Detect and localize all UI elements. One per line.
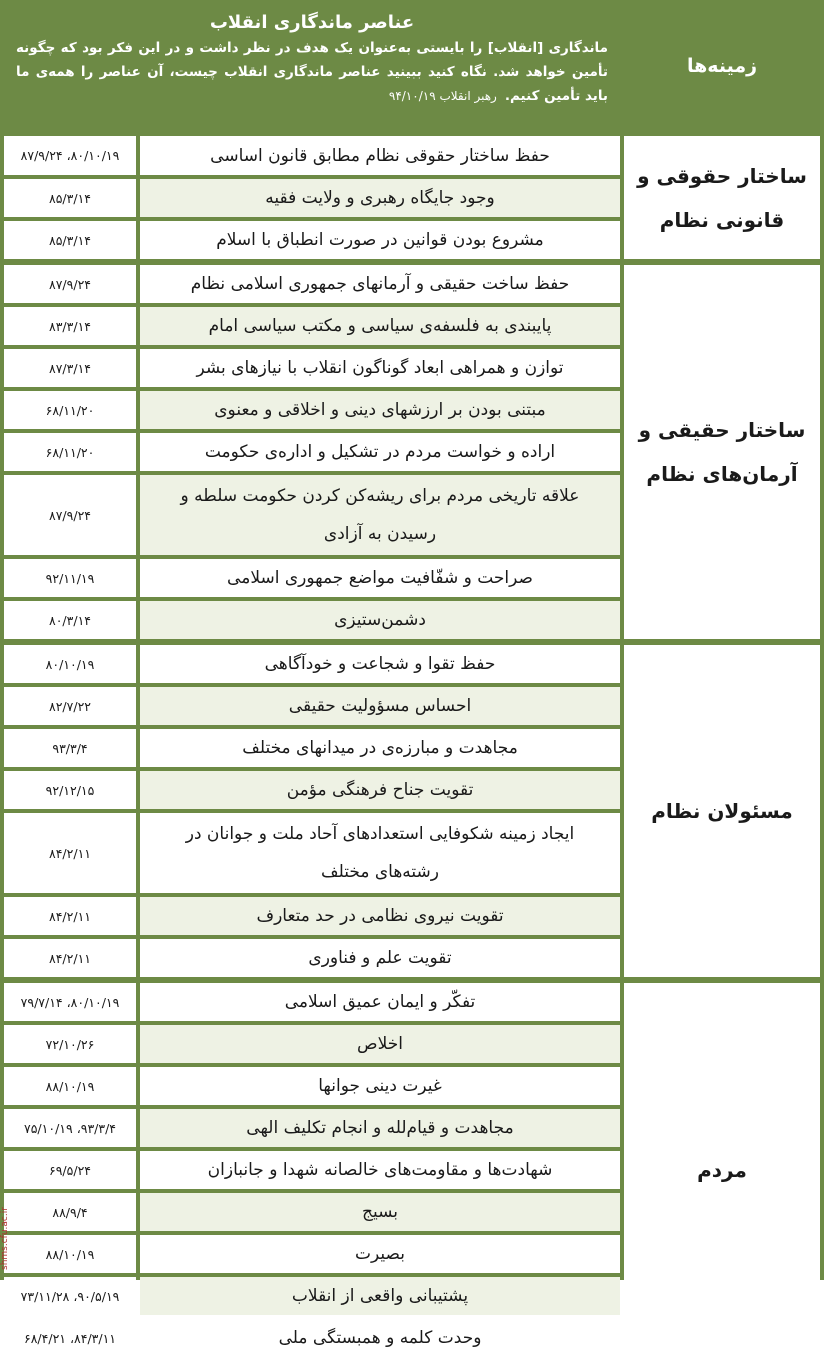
group-1 xyxy=(0,136,824,259)
date-cell: ۶۸/۱۱/۲۰ xyxy=(4,433,136,471)
table-row xyxy=(0,1067,620,1105)
date-cell: ۸۰/۱۰/۱۹، ۷۹/۷/۱۴ xyxy=(4,983,136,1021)
element-cell: پشتیبانی واقعی از انقلاب xyxy=(140,1277,620,1315)
date-cell: ۸۲/۷/۲۲ xyxy=(4,687,136,725)
column-header-contexts: زمینه‌ها xyxy=(686,55,758,77)
element-cell: غیرت دینی جوانها xyxy=(140,1067,620,1105)
date-cell: ۸۸/۱۰/۱۹ xyxy=(4,1235,136,1273)
element-cell: دشمن‌ستیزی xyxy=(140,601,620,639)
element-cell: مبتنی بودن بر ارزشهای دینی و اخلاقی و معنوی xyxy=(140,391,620,429)
table-row xyxy=(0,687,620,725)
table-header xyxy=(0,0,824,132)
group-2 xyxy=(0,265,824,639)
element-cell: تقویت علم و فناوری xyxy=(140,939,620,977)
element-cell: ایجاد زمینه شکوفایی استعدادهای آحاد ملت و جوانان در رشته‌های مختلف xyxy=(140,813,620,893)
element-cell: حفظ ساختار حقوقی نظام مطابق قانون اساسی xyxy=(140,136,620,175)
date-cell: ۶۹/۵/۲۴ xyxy=(4,1151,136,1189)
group-4 xyxy=(0,983,824,1357)
date-cell: ۸۳/۳/۱۴ xyxy=(4,307,136,345)
group-label: مسئولان نظام xyxy=(624,645,820,977)
table-row xyxy=(0,645,620,683)
table-row xyxy=(0,136,620,175)
date-cell: ۸۷/۳/۱۴ xyxy=(4,349,136,387)
element-cell: وجود جایگاه رهبری و ولایت فقیه xyxy=(140,179,620,217)
title-box xyxy=(4,4,620,128)
date-cell: ۸۴/۲/۱۱ xyxy=(4,939,136,977)
date-cell: ۹۰/۵/۱۹، ۷۳/۱۱/۲۸ xyxy=(4,1277,136,1315)
element-cell: مشروع بودن قوانین در صورت انطباق با اسلام xyxy=(140,221,620,259)
element-cell: وحدت کلمه و همبستگی ملی xyxy=(140,1319,620,1357)
element-cell: اراده و خواست مردم در تشکیل و اداره‌ی حکومت xyxy=(140,433,620,471)
date-cell: ۸۷/۹/۲۴ xyxy=(4,265,136,303)
element-cell: صراحت و شفّافیت مواضع جمهوری اسلامی xyxy=(140,559,620,597)
table-row xyxy=(0,939,620,977)
element-cell: مجاهدت و قیام‌لله و انجام تکلیف الهی xyxy=(140,1109,620,1147)
table-row xyxy=(0,897,620,935)
table-row xyxy=(0,601,620,639)
table-row xyxy=(0,1109,620,1147)
date-cell: ۸۴/۲/۱۱ xyxy=(4,897,136,935)
element-cell: تقویت جناح فرهنگی مؤمن xyxy=(140,771,620,809)
group-label: ساختار حقیقی و آرمان‌های نظام xyxy=(624,265,820,639)
table-row xyxy=(0,1277,620,1315)
date-cell: ۸۵/۳/۱۴ xyxy=(4,179,136,217)
table-row xyxy=(0,1235,620,1273)
watermark: shms.cfu.ac.ir xyxy=(0,1207,10,1270)
element-cell: تقویت نیروی نظامی در حد متعارف xyxy=(140,897,620,935)
quote-text: ماندگاری [انقلاب] را بایستی به‌عنوان یک هدف در نظر داشت و در این فکر بود که چگونه تأمین خواهد شد. نگاه کنید ببینید عناصر ماندگاری انقلاب چیست، آن عناصر را همه‌ی ما باید تأمین کنیم. xyxy=(16,40,608,104)
element-cell: پایبندی به فلسفه‌ی سیاسی و مکتب سیاسی امام xyxy=(140,307,620,345)
table-row xyxy=(0,391,620,429)
date-cell: ۹۲/۱۲/۱۵ xyxy=(4,771,136,809)
element-cell: احساس مسؤولیت حقیقی xyxy=(140,687,620,725)
table-row xyxy=(0,307,620,345)
element-cell: بسیج xyxy=(140,1193,620,1231)
element-cell: شهادت‌ها و مقاومت‌های خالصانه شهدا و جانبازان xyxy=(140,1151,620,1189)
date-cell: ۶۸/۱۱/۲۰ xyxy=(4,391,136,429)
group-label: مردم xyxy=(624,983,820,1357)
table-row xyxy=(0,559,620,597)
element-cell: علاقه تاریخی مردم برای ریشه‌کن کردن حکومت سلطه و رسیدن به آزادی xyxy=(140,475,620,555)
element-cell: اخلاص xyxy=(140,1025,620,1063)
table-row xyxy=(0,813,620,893)
date-cell: ۸۰/۱۰/۱۹، ۸۷/۹/۲۴ xyxy=(4,136,136,175)
table-row xyxy=(0,433,620,471)
date-cell: ۹۲/۱۱/۱۹ xyxy=(4,559,136,597)
element-cell: توازن و همراهی ابعاد گوناگون انقلاب با نیازهای بشر xyxy=(140,349,620,387)
group-label: ساختار حقوقی و قانونی نظام xyxy=(624,136,820,259)
date-cell: ۸۷/۹/۲۴ xyxy=(4,475,136,555)
table-row xyxy=(0,475,620,555)
date-cell: ۸۰/۳/۱۴ xyxy=(4,601,136,639)
date-cell: ۸۵/۳/۱۴ xyxy=(4,221,136,259)
date-cell: ۸۸/۹/۴ xyxy=(4,1193,136,1231)
date-cell: ۸۴/۲/۱۱ xyxy=(4,813,136,893)
table-row xyxy=(0,1319,620,1357)
table-row xyxy=(0,221,620,259)
table-row xyxy=(0,983,620,1021)
table-row xyxy=(0,771,620,809)
table-row xyxy=(0,1151,620,1189)
date-cell: ۸۸/۱۰/۱۹ xyxy=(4,1067,136,1105)
element-cell: مجاهدت و مبارزه‌ی در میدانهای مختلف xyxy=(140,729,620,767)
elements-table xyxy=(0,132,824,1348)
leader-quote xyxy=(4,34,620,108)
date-cell: ۹۳/۳/۴، ۷۵/۱۰/۱۹ xyxy=(4,1109,136,1147)
element-cell: حفظ ساخت حقیقی و آرمانهای جمهوری اسلامی نظام xyxy=(140,265,620,303)
element-cell: حفظ تقوا و شجاعت و خودآگاهی xyxy=(140,645,620,683)
date-cell: ۸۴/۳/۱۱، ۶۸/۴/۲۱ xyxy=(4,1319,136,1357)
table-row xyxy=(0,729,620,767)
quote-source: رهبر انقلاب ۹۴/۱۰/۱۹ xyxy=(388,89,497,103)
table-row xyxy=(0,1193,620,1231)
date-cell: ۷۲/۱۰/۲۶ xyxy=(4,1025,136,1063)
element-cell: بصیرت xyxy=(140,1235,620,1273)
table-row xyxy=(0,349,620,387)
table-row xyxy=(0,1025,620,1063)
element-cell: تفکّر و ایمان عمیق اسلامی xyxy=(140,983,620,1021)
table-row xyxy=(0,179,620,217)
group-3 xyxy=(0,645,824,977)
table-row xyxy=(0,265,620,303)
main-title: عناصر ماندگاری انقلاب xyxy=(209,12,415,33)
date-cell: ۸۰/۱۰/۱۹ xyxy=(4,645,136,683)
date-cell: ۹۳/۳/۴ xyxy=(4,729,136,767)
